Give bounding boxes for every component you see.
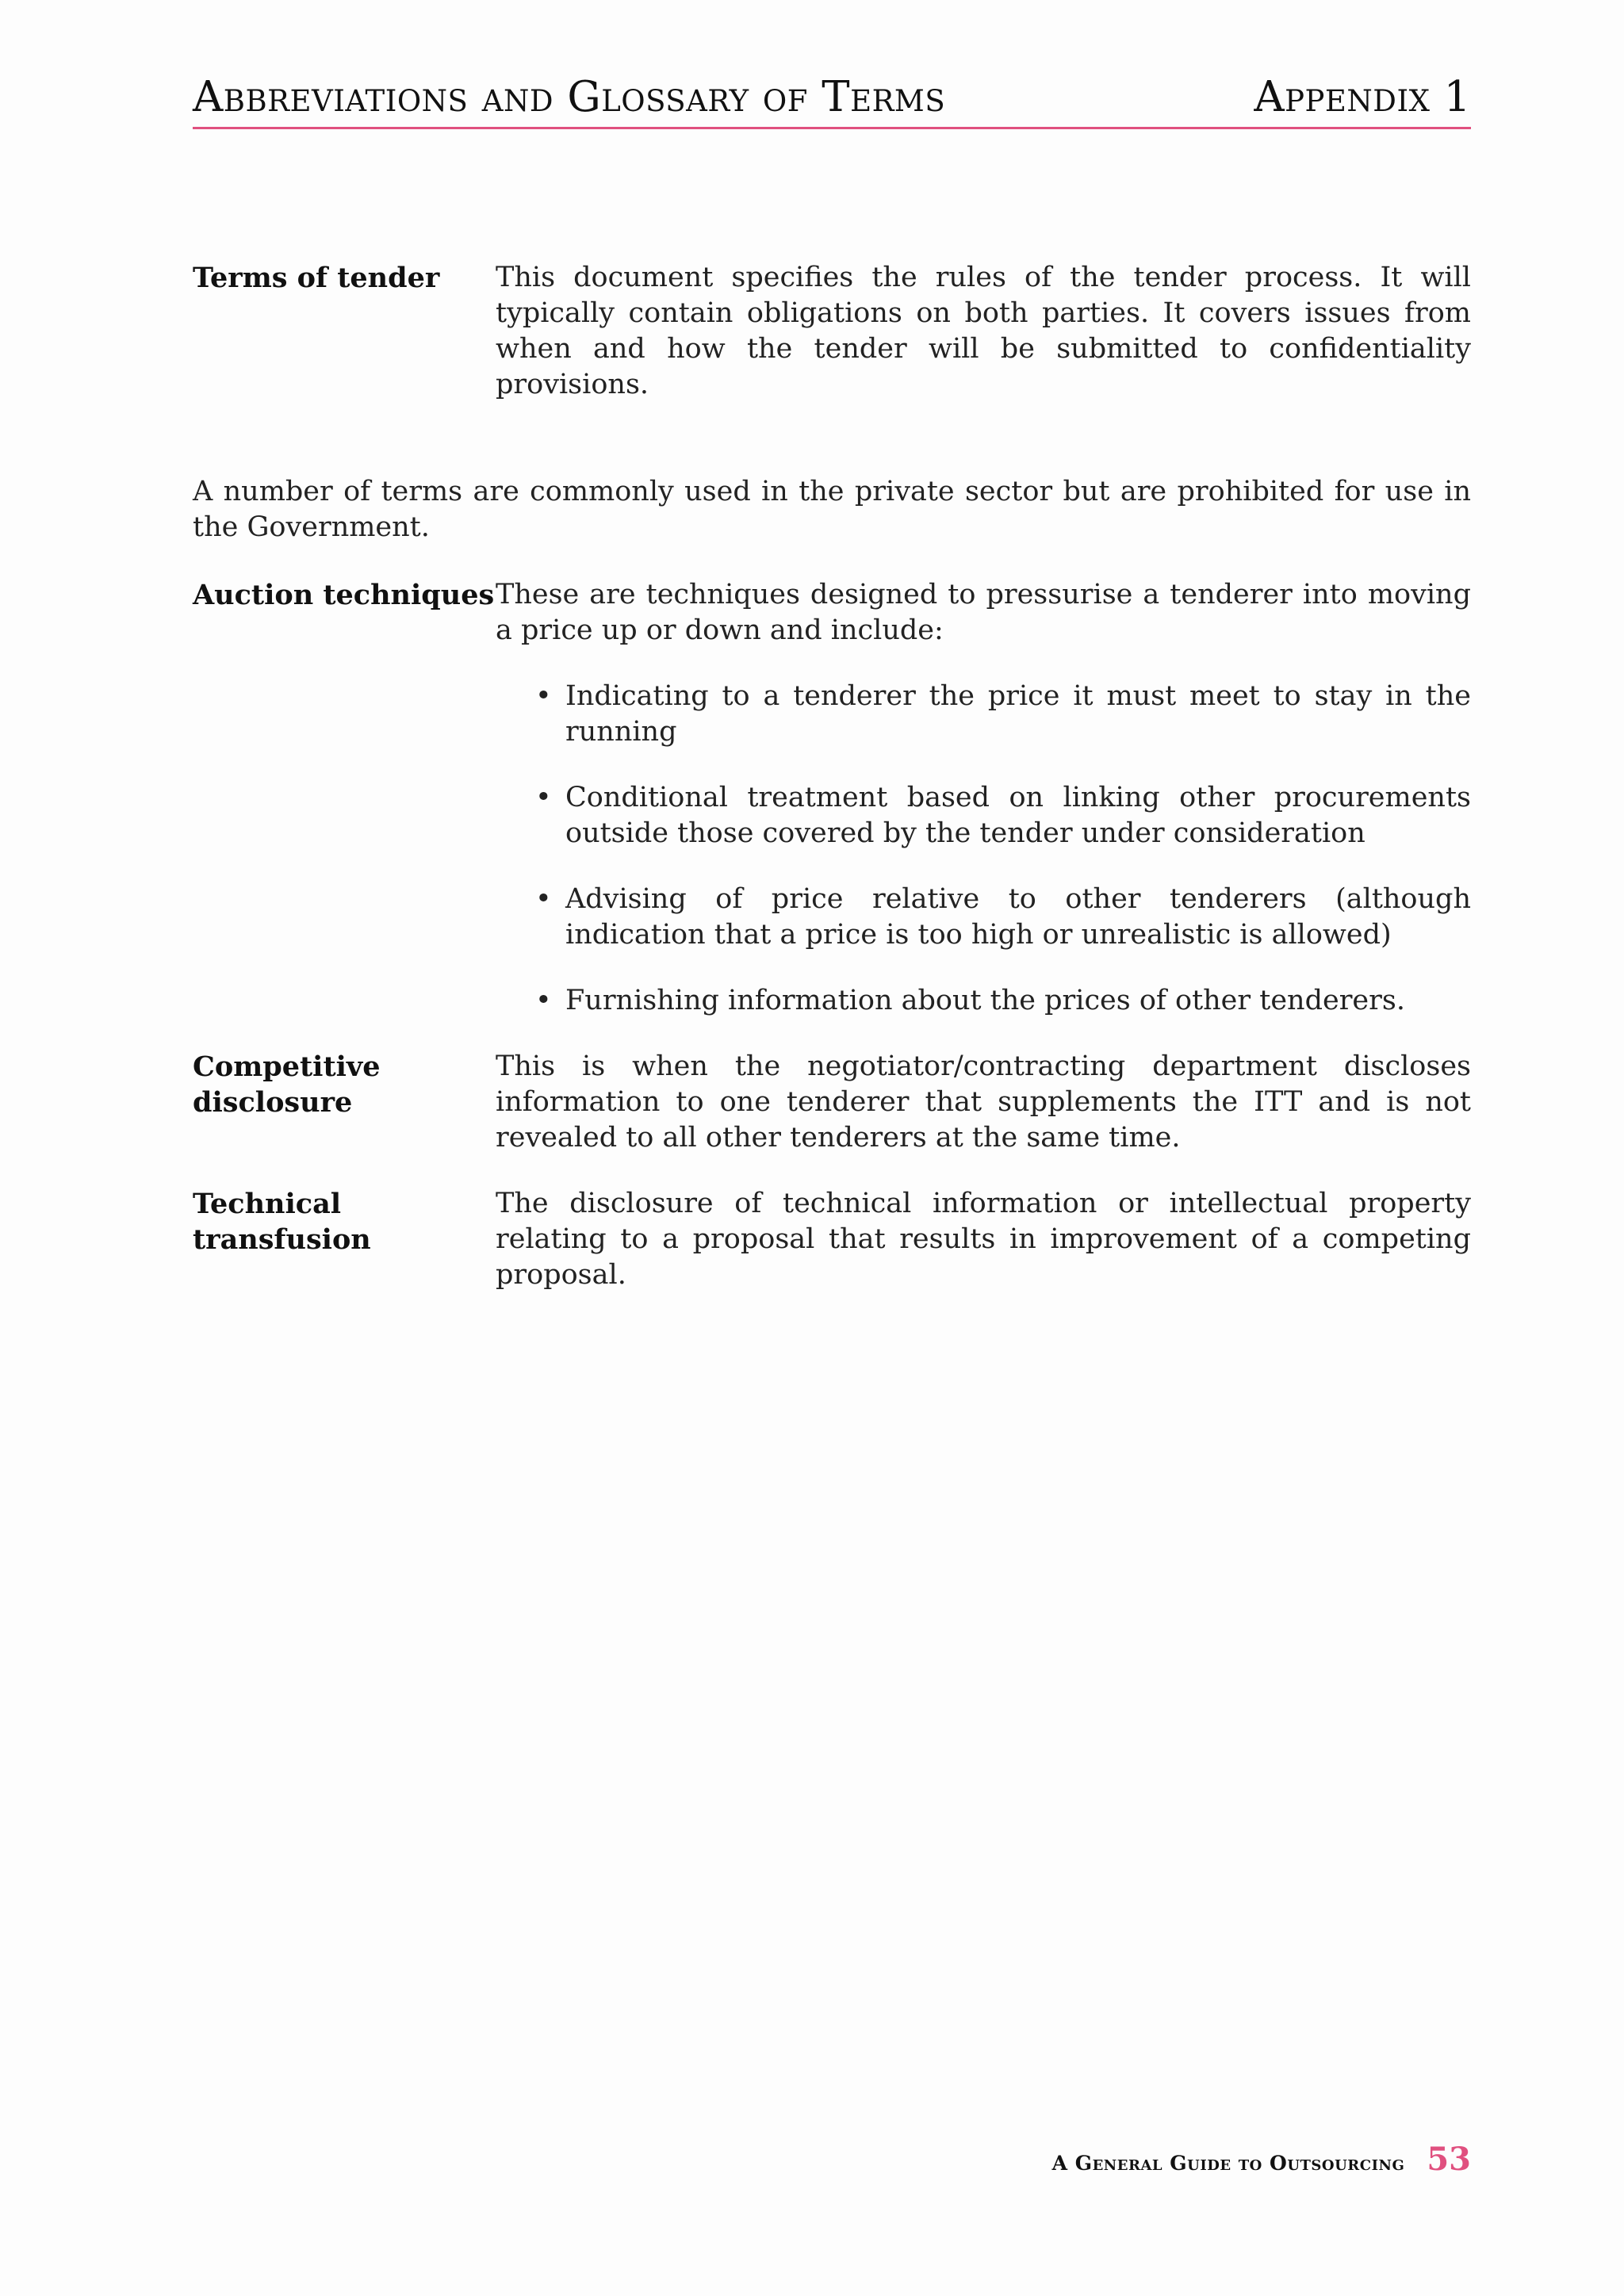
glossary-entry-technical-transfusion [193,1186,1471,1293]
glossary-term: Terms of tender [193,262,440,294]
glossary-term: Competitive disclosure [193,1050,381,1119]
bullet-icon: • [535,985,552,1016]
list-item: • Conditional treatment based on linking other procurements outside those covered by the tender under consideration [535,782,1471,849]
list-item: • Advising of price relative to other tenderers (although indication that a price is too high or unrealistic is allowed) [535,883,1471,951]
glossary-definition: The disclosure of technical information or intellectual property relating to a proposal that results in improvement of a competing proposal. [496,1188,1471,1291]
glossary-content [193,260,1471,1323]
page-footer [793,2141,1471,2178]
glossary-definition: These are techniques designed to pressurise a tenderer into moving a price up or down and include: • Indicating to a tenderer the price it must meet to stay in the running • Conditional treatment based on linking other procurements outside those covered by the tender under consideration • Advising of price relative to other tenderers (although indication that a price is too high or unrealistic is allowed) • Furnishing information about the prices of other tenderers. [496,577,1471,1019]
header-rule [193,127,1471,129]
footer-title: A General Guide to Outsourcing [1051,2152,1405,2175]
bullet-icon: • [535,680,552,712]
list-item: • Indicating to a tenderer the price it must meet to stay in the running [535,680,1471,748]
glossary-definition: This document specifies the rules of the tender process. It will typically contain obligations on both parties. It covers issues from when and how the tender will be submitted to confidentiality provisions. [496,262,1471,400]
intro-paragraph: A number of terms are commonly used in the private sector but are prohibited for use in the Government. [193,476,1471,543]
header-title: Abbreviations and Glossary of Terms [193,73,946,121]
glossary-definition: This is when the negotiator/contracting department discloses information to one tenderer that supplements the ITT and is not revealed to all other tenderers at the same time. [496,1050,1471,1154]
header-appendix: Appendix 1 [1254,73,1471,121]
glossary-entry-competitive-disclosure [193,1049,1471,1156]
glossary-term: Auction techniques [193,579,495,611]
glossary-term: Technical transfusion [193,1188,371,1256]
running-header [193,73,1471,121]
bullet-icon: • [535,883,552,915]
bullet-icon: • [535,782,552,813]
page-number: 53 [1427,2141,1471,2178]
list-item: • Furnishing information about the prices of other tenderers. [496,983,1471,1019]
glossary-entry-terms-of-tender [193,260,1471,403]
bullet-list [496,679,1471,1019]
glossary-entry-auction-techniques [193,577,1471,1019]
